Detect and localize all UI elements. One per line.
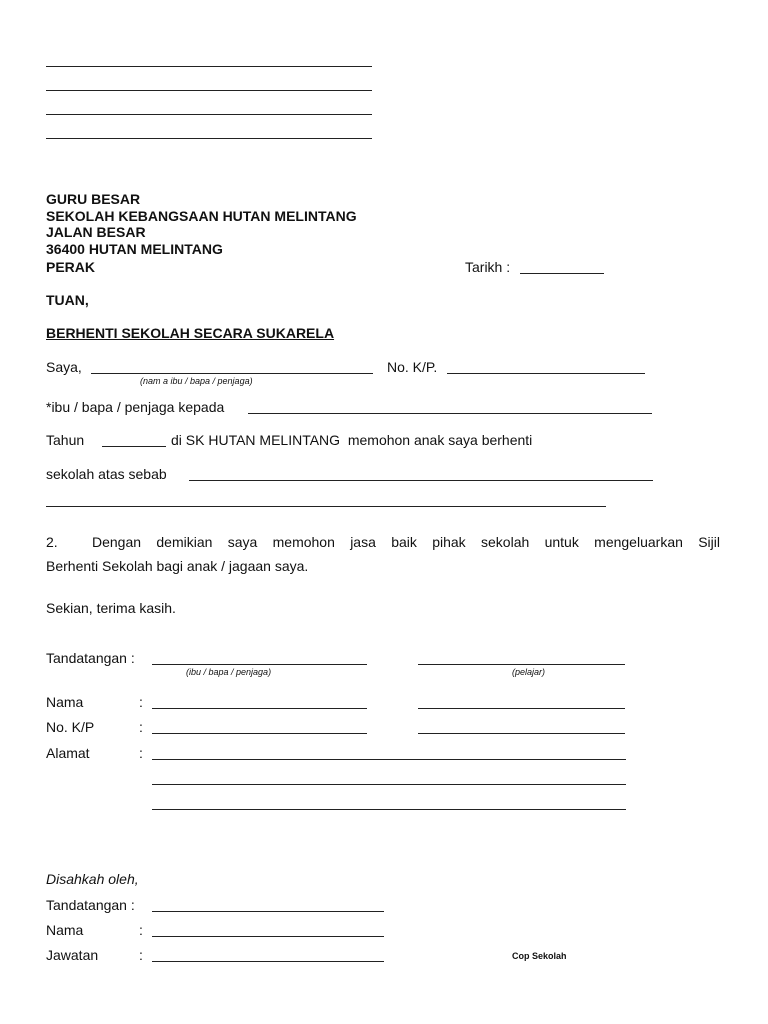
nama-colon: : [139,694,143,710]
parent-kp-blank [152,733,367,734]
address-line-2: SEKOLAH KEBANGSAAN HUTAN MELINTANG [46,208,357,224]
name-hint: (nam a ibu / bapa / penjaga) [140,376,253,386]
jawatan-colon: : [139,947,143,963]
verification-title: Disahkah oleh, [46,871,139,887]
address-blank-2 [152,784,626,785]
reason-label: sekolah atas sebab [46,466,167,482]
signature-label: Tandatangan : [46,650,135,666]
student-hint: (pelajar) [512,667,546,677]
subject-title: BERHENTI SEKOLAH SECARA SUKARELA [46,325,335,341]
student-signature-blank [418,664,625,665]
school-text: di SK HUTAN MELINTANG memohon anak saya berhenti [171,432,533,448]
verifier-nama-colon: : [139,922,143,938]
saya-label: Saya, [46,359,82,375]
parent-label: *ibu / bapa / penjaga kepada [46,399,225,415]
verifier-name-blank [152,936,384,937]
sender-line-1 [46,66,372,67]
student-name-blank [418,708,625,709]
parent-signature-blank [152,664,367,665]
para2-line-1: Dengan demikian saya memohon jasa baik pihak sekolah untuk mengeluarkan Sijil [92,534,720,550]
alamat-colon: : [139,745,143,761]
date-label: Tarikh : [465,259,511,275]
address-blank-3 [152,809,626,810]
jawatan-blank [152,961,384,962]
sender-line-4 [46,138,372,139]
date-blank [520,273,604,274]
parent-name-blank [152,708,367,709]
verifier-nama-label: Nama [46,922,84,938]
kp-blank [447,373,645,374]
reason-blank-2 [46,506,606,507]
address-line-1: GURU BESAR [46,191,141,207]
salutation: TUAN, [46,292,89,308]
child-name-blank [248,413,652,414]
alamat-label: Alamat [46,745,90,761]
sender-line-3 [46,114,372,115]
para2-number: 2. [46,534,58,550]
jawatan-label: Jawatan [46,947,99,963]
tahun-blank [102,446,166,447]
closing-text: Sekian, terima kasih. [46,600,176,616]
student-kp-blank [418,733,625,734]
verifier-signature-blank [152,911,384,912]
sender-line-2 [46,90,372,91]
address-line-5: PERAK [46,259,96,275]
parent-hint: (ibu / bapa / penjaga) [186,667,272,677]
tahun-label: Tahun [46,432,85,448]
kp-colon: : [139,719,143,735]
school-stamp-label: Cop Sekolah [512,951,567,961]
name-blank [91,373,373,374]
para2-line-2: Berhenti Sekolah bagi anak / jagaan saya. [46,558,309,574]
verifier-signature-label: Tandatangan : [46,897,135,913]
address-line-4: 36400 HUTAN MELINTANG [46,241,223,257]
address-line-3: JALAN BESAR [46,224,146,240]
kp-field-label: No. K/P [46,719,95,735]
kp-label: No. K/P. [387,359,438,375]
reason-blank-1 [189,480,653,481]
nama-label: Nama [46,694,84,710]
address-blank-1 [152,759,626,760]
